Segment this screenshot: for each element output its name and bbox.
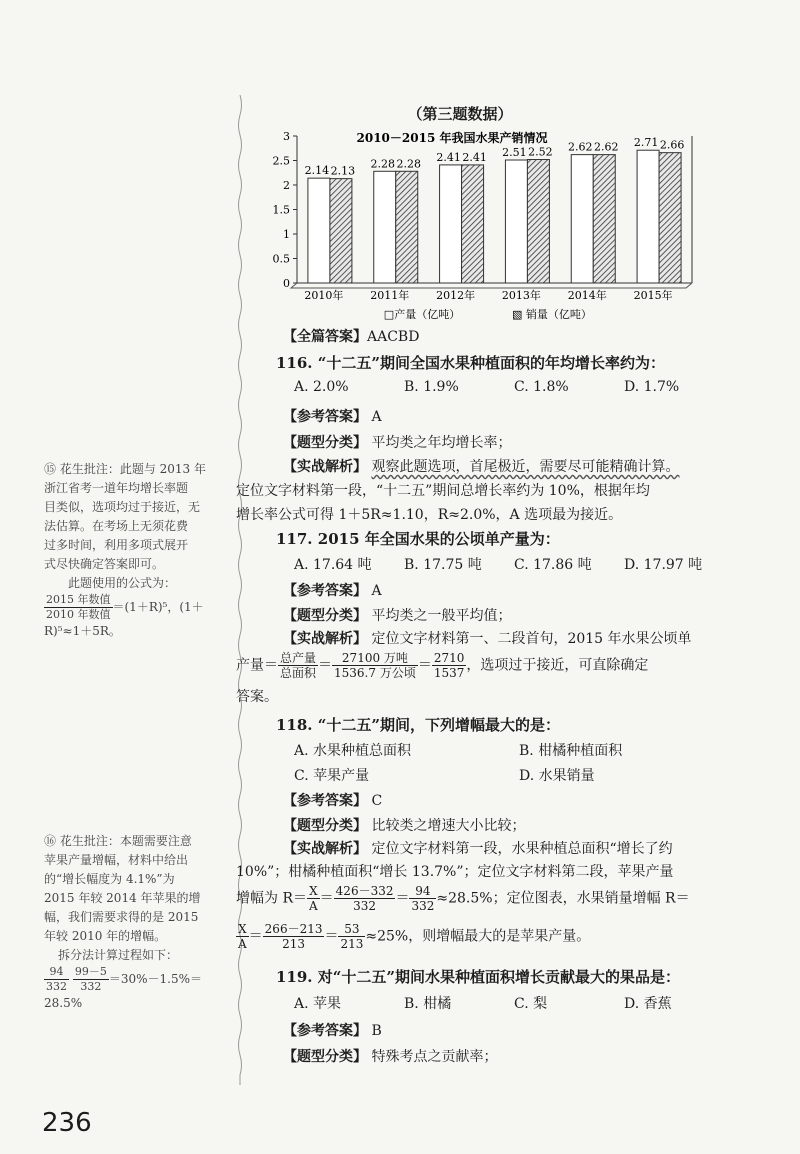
x-tick-label: 2014年 [567,289,607,302]
answer-value: A [371,409,382,425]
q116-stem: 116. “十二五”期间全国水果种植面积的年均增长率约为： [276,354,666,372]
data-label-sales: 2.52 [528,145,553,159]
analysis-text: 定位文字材料第一、二段首句，2015 年水果公顷单 [371,631,692,647]
data-label-sales: 2.66 [659,138,685,152]
fraction [44,593,113,622]
q118-analysis-2: 10%”；柑橘种植面积“增长 13.7%”；定位文字材料第二段，苹果产量 [236,864,674,880]
type-value: 平均类之一般平均值； [371,608,512,624]
answer-label: 【参考答案】 [283,409,367,425]
q116-option-d: D. 1.7% [624,379,680,395]
fraction-denominator: 1536.7 万公顷 [334,666,416,680]
q116-option-c: C. 1.8% [514,379,569,395]
q118-options-row-2 [294,765,595,785]
bar-production [440,165,462,283]
q116-analysis-3: 增长率公式可得 1＋5R≈1.10，R≈2.0%，A 选项最为接近。 [236,507,623,523]
side-note-line: 过多时间，利用多项式展开 [44,538,189,552]
legend-sales: ▧ 销量（亿吨） [512,308,592,321]
fraction-denominator: 332 [411,899,435,913]
q116-option-a: A. 2.0% [294,379,349,395]
y-tick-label: 2 [283,179,290,192]
q117-equation [236,651,648,680]
fraction-numerator: 总产量 [280,651,317,665]
analysis-label: 【实战解析】 [283,631,367,647]
bar-sales [396,171,418,283]
all-answers-value: AACBD [367,329,420,345]
legend-production: □产量（亿吨） [383,308,461,321]
side-note-calc-intro: 拆分法计算过程如下： [58,948,179,962]
fraction-denominator: 2010 年数值 [46,608,111,621]
all-answers-line [283,326,419,346]
bar-sales [330,179,352,283]
y-tick-label: 0 [283,277,290,290]
fraction-numerator: 94 [44,965,69,980]
answer-value: C [371,793,383,809]
data-label-production: 2.41 [436,150,461,164]
x-tick-label: 2015年 [633,289,673,302]
bar-sales [593,155,615,283]
q118-option-c: C. 苹果产量 [294,768,370,784]
answer-value: B [371,1023,382,1039]
side-note-calc [44,965,202,994]
y-tick-label: 2.5 [272,154,290,168]
q119-options [294,993,672,1013]
side-note-calc-end: 28.5% [44,996,83,1010]
type-label: 【题型分类】 [283,435,367,451]
eq-prefix: 增幅为 R＝ [236,890,307,907]
fraction [73,965,109,994]
side-note-line: ⑮ 花生批注：此题与 2013 年 [44,462,206,476]
q118-analysis-1 [283,838,673,858]
fraction-numerator: 426－332 [335,884,394,898]
eq-sign: ＝ [318,657,333,674]
q117-option-c: C. 17.86 吨 [514,557,592,573]
side-note-line: 法估算。在考场上无须花费 [44,519,189,533]
bar-production [571,155,593,283]
fraction [334,884,396,913]
type-value: 平均类之年均增长率； [371,435,512,451]
eq-prefix: 产量＝ [236,657,278,674]
q118-equation-2 [236,922,590,951]
side-note-formula-end: R)⁵≈1＋5R。 [44,624,121,638]
fraction [409,884,436,913]
q117-analysis-1 [283,628,692,648]
bar-sales [659,153,681,283]
analysis-label: 【实战解析】 [283,841,367,857]
fraction-denominator: A [238,937,247,951]
y-tick-label: 1 [283,228,290,241]
fraction [44,965,69,994]
q118-equation-1 [236,884,690,913]
q117-type [283,605,511,625]
answer-label: 【参考答案】 [283,793,367,809]
q116-type [283,432,511,452]
data-label-sales: 2.41 [462,150,487,164]
analysis-label: 【实战解析】 [283,459,367,475]
q118-answer [283,790,382,810]
fraction-denominator: 213 [340,937,364,951]
side-note-2 [44,832,202,1013]
fraction-numerator: 53 [338,922,365,937]
data-label-production: 2.28 [370,157,395,171]
q117-answer [283,580,382,600]
fraction [307,884,320,913]
q118-stem: 118. “十二五”期间，下列增幅最大的是： [276,716,561,734]
eq-sign: ＝ [417,657,432,674]
answer-label: 【参考答案】 [283,1023,367,1039]
q119-type [283,1046,497,1066]
x-tick-label: 2010年 [304,289,344,302]
q118-option-d: D. 水果销量 [519,768,595,784]
bar-production [374,171,396,283]
q116-analysis-1 [283,456,679,476]
eq-suffix: ≈25%，则增幅最大的是苹果产量。 [365,928,591,945]
q118-type [283,815,525,835]
q119-option-d: D. 香蕉 [624,996,672,1012]
side-note-line: ⑯ 花生批注：本题需要注意 [44,834,192,848]
y-tick-label: 1.5 [272,203,290,217]
eq-sign: ＝ [395,890,410,907]
eq-sign: ＝ [324,928,339,945]
chart-floor [291,283,692,288]
fraction [263,922,325,951]
q117-option-d: D. 17.97 吨 [624,557,703,573]
fraction [338,922,365,951]
fraction-denominator: 332 [46,980,67,993]
q118-option-a: A. 水果种植总面积 [294,743,412,759]
production-sales-chart [262,128,702,328]
side-note-line: 苹果产量增幅，材料中给出 [44,853,189,867]
q117-analysis-end: 答案。 [236,689,278,705]
fraction-denominator: 213 [282,937,306,951]
type-label: 【题型分类】 [283,1049,367,1065]
data-label-sales: 2.62 [594,140,619,154]
x-tick-label: 2012年 [436,289,476,302]
chart-title: 2010－2015 年我国水果产销情况 [356,131,548,145]
data-label-production: 2.62 [568,140,593,154]
fraction-numerator: 2015 年数值 [46,593,111,606]
fraction-denominator: A [309,899,318,913]
fraction-numerator: 266－213 [264,922,323,936]
q116-analysis-2: 定位文字材料第一段，“十二五”期间总增长率约为 10%，根据年均 [236,483,650,499]
data-label-production: 2.71 [633,136,659,150]
fraction [278,651,318,680]
q118-option-b: B. 柑橘种植面积 [519,743,623,759]
fraction-numerator: 94 [409,884,436,899]
analysis-text: 定位文字材料第一段，水果种植总面积“增长了约 [371,841,673,857]
q119-answer [283,1020,382,1040]
q117-stem: 117. 2015 年全国水果的公顷单产量为： [276,530,560,548]
eq-suffix: ≈28.5%；定位图表，水果销量增幅 R＝ [436,890,690,907]
type-label: 【题型分类】 [283,608,367,624]
side-note-1 [44,460,206,641]
page-number: 236 [42,1108,92,1138]
analysis-text: 观察此题选项，首尾极近，需要尽可能精确计算。 [371,459,680,475]
side-note-line: 式尽快确定答案即可。 [44,557,165,571]
fraction-denominator: 332 [80,980,102,993]
fraction [332,651,418,680]
bar-sales [462,165,484,283]
side-note-line: 浙江省考一道年均增长率题 [44,481,189,495]
side-note-line: 目类似，选项均过于接近，无 [44,500,201,514]
eq-sign: ＝ [248,928,263,945]
q117-option-a: A. 17.64 吨 [294,557,372,573]
q116-option-b: B. 1.9% [404,379,459,395]
eq-sign: ＝ [319,890,334,907]
q119-option-a: A. 苹果 [294,996,342,1012]
formula-rest: ＝(1＋R)⁵，(1＋ [112,600,204,614]
fraction-denominator: 332 [353,899,377,913]
fraction [236,922,249,951]
all-answers-label: 【全篇答案】 [283,329,367,345]
fraction-numerator: 27100 万吨 [332,651,418,666]
q117-options [294,554,702,574]
bar-production [308,178,330,283]
x-tick-label: 2013年 [501,289,541,302]
fraction-numerator: X [236,922,249,937]
side-note-formula [44,593,206,622]
data-label-production: 2.51 [502,146,527,160]
eq-suffix: ，选项过于接近，可直除确定 [466,657,649,674]
fraction-denominator: 总面积 [280,666,317,680]
calc-rest: ＝30%－1.5%＝ [108,972,202,986]
chart-caption: （第三题数据） [407,105,513,123]
bar-production [637,150,659,283]
q119-option-b: B. 柑橘 [404,996,452,1012]
q116-options [294,379,679,395]
fraction [432,651,467,680]
side-note-formula-intro: 此题使用的公式为： [68,576,177,590]
y-tick-label: 0.5 [272,252,290,266]
bar-sales [527,160,549,283]
fraction-numerator: 99－5 [74,965,107,978]
data-label-sales: 2.13 [330,164,356,178]
fraction-denominator: 1537 [433,666,465,680]
side-note-line: 的“增长幅度为 4.1%”为 [44,872,175,886]
type-value: 比较类之增速大小比较； [371,818,526,834]
data-label-production: 2.14 [304,164,330,178]
q119-option-c: C. 梨 [514,996,548,1012]
data-label-sales: 2.28 [396,157,421,171]
q116-answer [283,406,382,426]
type-value: 特殊考点之贡献率； [371,1049,498,1065]
bar-production [505,160,527,283]
fraction-numerator: 2710 [433,651,465,665]
q119-stem: 119. 对“十二五”期间水果种植面积增长贡献最大的果品是： [276,968,681,986]
q117-option-b: B. 17.75 吨 [404,557,482,573]
answer-label: 【参考答案】 [283,583,367,599]
y-tick-label: 3 [283,130,290,143]
answer-value: A [371,583,382,599]
side-note-line: 2015 年较 2014 年苹果的增 [44,891,201,905]
x-tick-label: 2011年 [370,289,410,302]
side-note-line: 年较 2010 年的增幅。 [44,929,167,943]
q118-options-row-1 [294,740,622,760]
type-label: 【题型分类】 [283,818,367,834]
fraction-numerator: X [307,884,320,899]
side-note-line: 幅，我们需要求得的是 2015 [44,910,199,924]
